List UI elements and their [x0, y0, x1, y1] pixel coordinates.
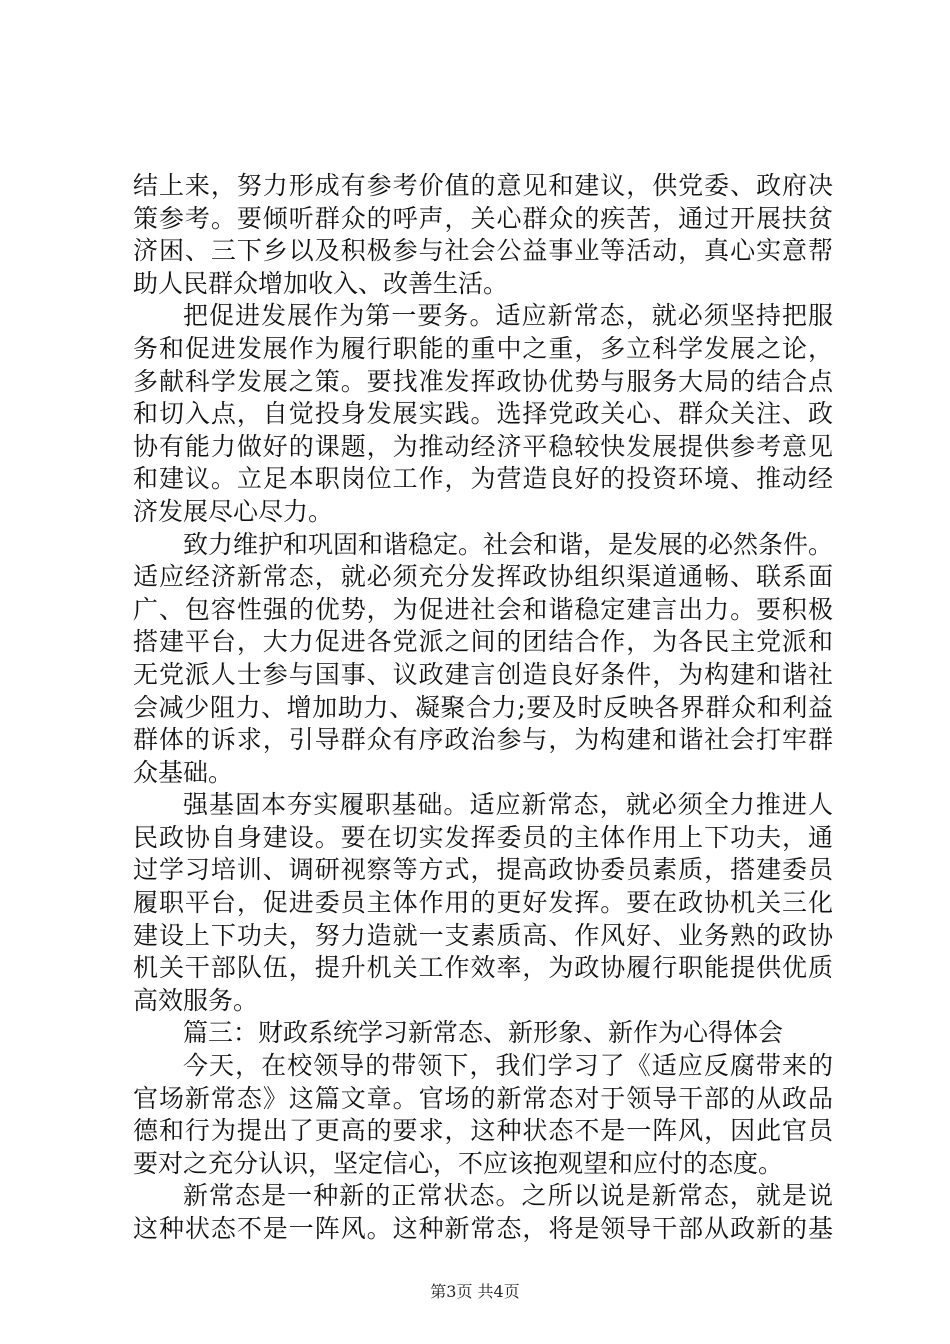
paragraph	[133, 300, 833, 528]
text-line: 今天，在校领导的带领下，我们学习了《适应反腐带来的	[183, 1051, 833, 1081]
text-line: 济困、三下乡以及积极参与社会公益事业等活动，真心实意帮	[133, 236, 833, 266]
text-line: 助人民群众增加收入、改善生活。	[133, 268, 509, 298]
text-line: 民政协自身建设。要在切实发挥委员的主体作用上下功夫，通	[133, 822, 833, 852]
text-line: 搭建平台，大力促进各党派之间的团结合作，为各民主党派和	[133, 627, 833, 657]
text-line: 多献科学发展之策。要找准发挥政协优势与服务大局的结合点	[133, 366, 833, 396]
paragraph	[133, 170, 833, 300]
paragraph	[133, 789, 833, 1017]
text-line: 过学习培训、调研视察等方式，提高政协委员素质，搭建委员	[133, 855, 833, 885]
body-text	[133, 170, 833, 1246]
text-line: 高效服务。	[133, 985, 259, 1015]
text-line: 和切入点，自觉投身发展实践。选择党政关心、群众关注、政	[133, 399, 833, 429]
text-line: 强基固本夯实履职基础。适应新常态，就必须全力推进人	[183, 790, 833, 820]
paragraph	[133, 1180, 833, 1245]
text-line: 履职平台，促进委员主体作用的更好发挥。要在政协机关三化	[133, 888, 833, 918]
text-line: 德和行为提出了更高的要求，这种状态不是一阵风，因此官员	[133, 1116, 833, 1146]
text-line: 机关干部队伍，提升机关工作效率，为政协履行职能提供优质	[133, 953, 833, 983]
text-line: 无党派人士参与国事、议政建言创造良好条件，为构建和谐社	[133, 659, 833, 689]
text-line: 众基础。	[133, 757, 234, 787]
text-line: 要对之充分认识，坚定信心，不应该抱观望和应付的态度。	[133, 1148, 784, 1178]
text-line: 群体的诉求，引导群众有序政治参与，为构建和谐社会打牢群	[133, 725, 833, 755]
text-line: 致力维护和巩固和谐稳定。社会和谐，是发展的必然条件。	[183, 529, 834, 559]
paragraph	[133, 1050, 833, 1180]
text-line: 这种状态不是一阵风。这种新常态，将是领导干部从政新的基	[133, 1214, 833, 1243]
text-line: 协有能力做好的课题，为推动经济平稳较快发展提供参考意见	[133, 431, 833, 461]
text-line: 把促进发展作为第一要务。适应新常态，就必须坚持把服	[183, 301, 833, 331]
text-line: 济发展尽心尽力。	[133, 496, 334, 526]
text-line: 适应经济新常态，就必须充分发挥政协组织渠道通畅、联系面	[133, 562, 833, 592]
text-line: 会减少阻力、增加助力、凝聚合力;要及时反映各界群众和利益	[133, 692, 833, 722]
page-footer: 第3页 共4页	[430, 1282, 520, 1301]
paragraph	[133, 529, 833, 790]
text-line: 篇三：财政系统学习新常态、新形象、新作为心得体会	[183, 1018, 784, 1048]
text-line: 建设上下功夫，努力造就一支素质高、作风好、业务熟的政协	[133, 920, 833, 950]
text-line: 务和促进发展作为履行职能的重中之重，多立科学发展之论，	[133, 333, 833, 363]
text-line: 官场新常态》这篇文章。官场的新常态对于领导干部的从政品	[133, 1083, 833, 1113]
text-line: 新常态是一种新的正常状态。之所以说是新常态，就是说	[183, 1181, 833, 1211]
text-line: 和建议。立足本职岗位工作，为营造良好的投资环境、推动经	[133, 464, 833, 494]
text-line: 结上来，努力形成有参考价值的意见和建议，供党委、政府决	[133, 171, 833, 200]
text-line: 策参考。要倾听群众的呼声，关心群众的疾苦，通过开展扶贫	[133, 203, 833, 233]
text-line: 广、包容性强的优势，为促进社会和谐稳定建言出力。要积极	[133, 594, 833, 624]
paragraph	[133, 1017, 833, 1050]
